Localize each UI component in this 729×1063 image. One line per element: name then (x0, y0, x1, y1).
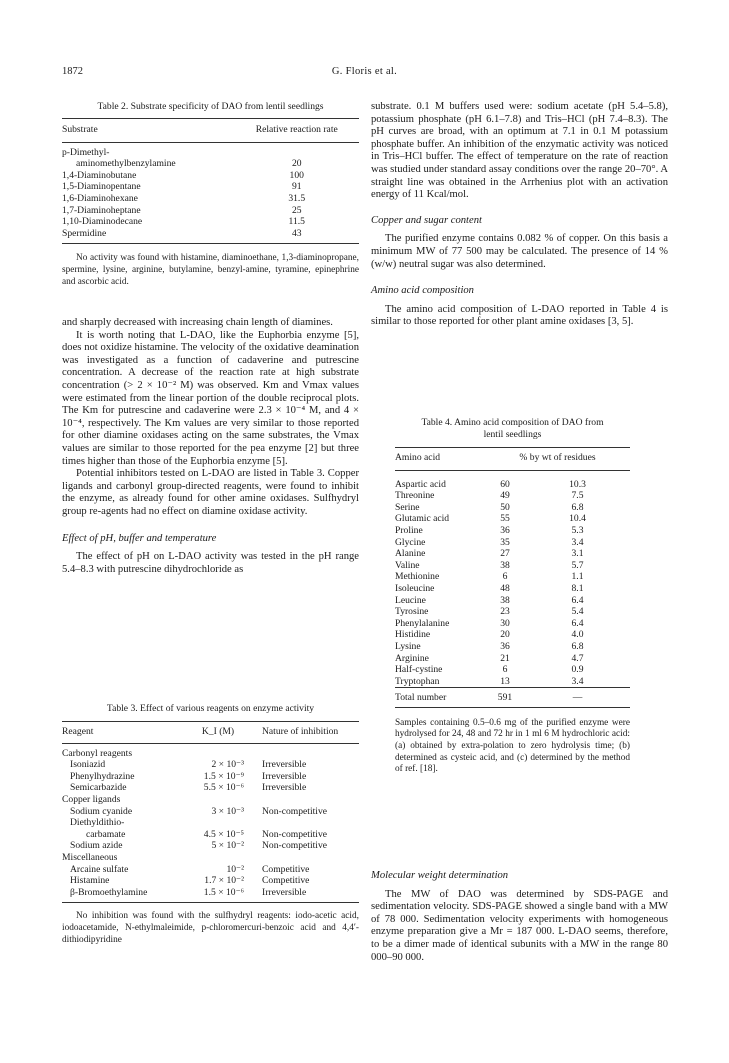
amino-acid-cell: Phenylalanine (395, 617, 450, 629)
substrate-cell: 1,7-Diaminoheptane (62, 204, 141, 216)
ki-cell: 1.7 × 10⁻² (204, 875, 244, 887)
table-row (395, 502, 630, 514)
table-row (395, 571, 630, 583)
table-4-caption-line2: lentil seedlings (483, 429, 542, 440)
rate-cell: 20 (291, 158, 302, 170)
nature-cell (254, 852, 359, 864)
reagent-cell: Isoniazid (70, 759, 106, 771)
paragraph: The MW of DAO was determined by SDS-PAGE and sedimentation velocity. SDS-PAGE showed a single band with a MW of 78 000. Sedimentation velocity experiments with homogeneous enzyme preparation give a Mr = 187 000. L-DAO seems, therefore, to be a dimer made of identical subunits with a MW in the range 80 000–90 000. (371, 888, 668, 963)
table-row (395, 560, 630, 572)
weight-cell: 6.8 (571, 501, 584, 513)
amino-acid-cell: Threonine (395, 490, 435, 502)
rate-cell: 43 (291, 227, 302, 239)
table-2 (62, 101, 359, 288)
weight-cell: 1.1 (571, 571, 584, 583)
reagent-cell: Miscellaneous (62, 851, 118, 863)
reagent-cell: Histamine (70, 875, 110, 887)
table-row (62, 852, 359, 864)
ki-cell: 1.5 × 10⁻⁹ (203, 770, 244, 782)
rate-cell (234, 142, 359, 158)
table-3-caption: Table 3. Effect of various reagents on enzyme activity (106, 703, 315, 714)
table-row (395, 664, 630, 676)
residue-count-cell: 60 (500, 478, 510, 490)
table-row (62, 205, 359, 217)
residue-count-cell: 20 (500, 629, 510, 641)
paragraph: The amino acid composition of L-DAO reported in Table 4 is similar to those reported for other plant amine oxidases [3, 5]. (371, 303, 668, 328)
reagent-cell: Arcaine sulfate (70, 863, 129, 875)
table-4-caption-line1: Table 4. Amino acid composition of DAO from (421, 417, 604, 428)
table-row (62, 817, 359, 829)
residue-count-cell: 49 (500, 490, 510, 502)
residue-count-cell: 50 (500, 501, 510, 513)
right-column-text-bottom (371, 870, 668, 964)
nature-cell: Competitive (262, 875, 310, 887)
amino-acid-cell: Serine (395, 501, 420, 513)
nature-cell (254, 743, 359, 759)
weight-cell: 6.8 (571, 640, 584, 652)
section-heading-ph: Effect of pH, buffer and temperature (62, 532, 217, 544)
weight-cell: 3.1 (571, 548, 584, 560)
table-row (62, 743, 359, 759)
table-row (62, 193, 359, 205)
ki-cell (182, 794, 254, 806)
reagent-cell: Phenylhydrazine (70, 770, 135, 782)
amino-acid-cell: Valine (395, 559, 420, 571)
residue-count-cell: 27 (500, 548, 510, 560)
page-number: 1872 (62, 66, 83, 77)
reagent-cell: β-Bromoethylamine (70, 886, 148, 898)
amino-acid-cell: Alanine (395, 548, 426, 560)
table-4-total-label: Total number (395, 692, 447, 704)
table-row (395, 676, 630, 688)
reagent-cell: Semicarbazide (70, 782, 127, 794)
residue-count-cell: 13 (500, 675, 510, 687)
paragraph: The effect of pH on L-DAO activity was tested in the pH range 5.4–8.3 with putrescine dihydrochloride as (62, 551, 359, 575)
amino-acid-cell: Tyrosine (395, 606, 429, 618)
paragraph: substrate. 0.1 M buffers used were: sodium acetate (pH 5.4–5.8), potassium phosphate (pH 6.1–7.8) and Tris–HCl (pH 7.4–8.3). The pH curves are broad, with an optimum at 7.1 in 0.1 M potassium phosphate buffer. An inhibition of the enzymatic activity was noticed in Tris–HCl buffer. The effect of temperature on the rate of reaction was studied under standard assay conditions over the range 20–70°. A straight line was obtained in the Arrhenius plot with an activation energy of 11 Kcal/mol. (371, 101, 668, 201)
nature-cell: Competitive (262, 863, 310, 875)
nature-cell (254, 794, 359, 806)
weight-cell: 3.4 (571, 536, 584, 548)
weight-cell: 5.4 (571, 606, 584, 618)
residue-count-cell: 6 (502, 664, 508, 676)
amino-acid-cell: Proline (395, 524, 423, 536)
table-row (395, 548, 630, 560)
table-row (62, 181, 359, 193)
residue-count-cell: 21 (500, 652, 510, 664)
table-row (395, 606, 630, 618)
reagent-cell: carbamate (86, 828, 126, 840)
table-row (395, 525, 630, 537)
amino-acid-cell: Histidine (395, 629, 431, 641)
substrate-cell: 1,4-Diaminobutane (62, 169, 137, 181)
weight-cell: 8.1 (571, 582, 584, 594)
residue-count-cell: 36 (500, 640, 510, 652)
ki-cell: 1.5 × 10⁻⁶ (203, 886, 244, 898)
table-4-total-dash: — (572, 692, 583, 704)
rate-cell: 25 (291, 204, 302, 216)
weight-cell: 3.4 (571, 675, 584, 687)
section-heading-amino: Amino acid composition (371, 285, 474, 297)
nature-cell: Irreversible (262, 886, 307, 898)
ki-cell (182, 743, 254, 759)
amino-acid-cell: Leucine (395, 594, 426, 606)
table-2-col-substrate: Substrate (62, 124, 98, 135)
paragraph: and sharply decreased with increasing chain length of diamines. (62, 317, 333, 328)
table-row (395, 653, 630, 665)
weight-cell: 10.3 (569, 478, 586, 490)
ki-cell: 5.5 × 10⁻⁶ (203, 782, 244, 794)
right-column-text-top (371, 101, 668, 329)
amino-acid-cell: Methionine (395, 571, 440, 583)
nature-cell: Irreversible (262, 782, 307, 794)
residue-count-cell: 38 (500, 559, 510, 571)
ki-cell: 2 × 10⁻³ (211, 759, 244, 771)
table-row (62, 228, 359, 240)
table-row (62, 216, 359, 228)
residue-count-cell: 36 (500, 524, 510, 536)
nature-cell: Non-competitive (262, 828, 328, 840)
substrate-cell: Spermidine (62, 227, 107, 239)
nature-cell: Non-competitive (262, 840, 328, 852)
table-row (395, 618, 630, 630)
table-3-col-reagent: Reagent (62, 726, 94, 737)
ki-cell (182, 852, 254, 864)
weight-cell: 5.7 (571, 559, 584, 571)
table-row (62, 806, 359, 818)
table-row (62, 782, 359, 794)
table-row (395, 583, 630, 595)
table-4-total-value: 591 (497, 692, 513, 704)
table-row (62, 142, 359, 158)
table-4-col-amino-acid: Amino acid (395, 452, 441, 463)
nature-cell: Non-competitive (262, 805, 328, 817)
rate-cell: 100 (289, 169, 304, 181)
ki-cell: 10⁻² (226, 863, 244, 875)
reagent-cell: Carbonyl reagents (62, 747, 133, 759)
amino-acid-cell: Aspartic acid (395, 478, 446, 490)
table-row (62, 829, 359, 841)
weight-cell: 5.3 (571, 524, 584, 536)
weight-cell: 6.4 (571, 617, 584, 629)
amino-acid-cell: Half-cystine (395, 664, 443, 676)
substrate-cell: p-Dimethyl- (62, 146, 110, 158)
substrate-cell: 1,10-Diaminodecane (62, 216, 143, 228)
residue-count-cell: 48 (500, 582, 510, 594)
table-4-footnote: Samples containing 0.5–0.6 mg of the purified enzyme were hydrolysed for 24, 48 and 72 hr in 1 ml 6 M hydrochloric acid: (a) obtained by extra-polation to zero hydrolysis time; (b) determined as cysteic acid, and (c) determined by the method of ref. [18]. (395, 717, 630, 775)
weight-cell: 6.4 (571, 594, 584, 606)
table-row (395, 595, 630, 607)
amino-acid-cell: Tryptophan (395, 675, 440, 687)
table-row (395, 629, 630, 641)
nature-cell: Irreversible (262, 770, 307, 782)
ki-cell: 4.5 × 10⁻⁵ (203, 828, 244, 840)
rate-cell: 11.5 (288, 216, 305, 228)
nature-cell (254, 817, 359, 829)
table-3-col-ki: K_I (M) (201, 726, 235, 737)
paragraph: Potential inhibitors tested on L-DAO are listed in Table 3. Copper ligands and carbonyl group-directed reagents, were found to inhibit the enzyme, as already found for other amine oxidases. Sulfhydryl group re-agents had no effect on diamine oxidase activity. (62, 468, 359, 517)
table-row (62, 794, 359, 806)
table-row (62, 875, 359, 887)
table-row (62, 158, 359, 170)
section-heading-mw: Molecular weight determination (371, 870, 509, 881)
ki-cell: 5 × 10⁻² (211, 840, 244, 852)
paragraph: It is worth noting that L-DAO, like the Euphorbia enzyme [5], does not oxidize histamine. The velocity of the oxidative deamination was investigated as a function of cadaverine and putrescine concentration. A decrease of the reaction rate at high substrate concentration (> 2 × 10⁻² M) was observed. Km and Vmax values were estimated from the linear portion of the double reciprocal plots. The Km for putrescine and cadaverine were 2.3 × 10⁻⁴ M, and 4 × 10⁻⁴, respectively. The Km values are very similar to those reported for other diamine oxidases acting on the same substrates, the Vmax values are similar to those reported for the pea enzyme [2] but three times higher than those of the Euphorbia enzyme [5]. (62, 329, 359, 467)
reagent-cell: Sodium azide (70, 840, 123, 852)
table-row (62, 840, 359, 852)
weight-cell: 0.9 (571, 664, 584, 676)
amino-acid-cell: Glycine (395, 536, 426, 548)
table-row (395, 537, 630, 549)
substrate-cell: 1,5-Diaminopentane (62, 181, 141, 193)
table-4-col-weight: % by wt of residues (519, 452, 596, 463)
ki-cell: 3 × 10⁻³ (211, 805, 244, 817)
table-row (395, 470, 630, 490)
nature-cell: Irreversible (262, 759, 307, 771)
table-3-col-nature: Nature of inhibition (262, 726, 339, 737)
table-row (62, 887, 359, 899)
running-title: G. Floris et al. (331, 66, 398, 77)
reagent-cell: Copper ligands (62, 793, 121, 805)
residue-count-cell: 38 (500, 594, 510, 606)
table-2-col-rate: Relative reaction rate (255, 124, 338, 135)
section-heading-copper: Copper and sugar content (371, 214, 482, 226)
weight-cell: 4.7 (571, 652, 584, 664)
residue-count-cell: 30 (500, 617, 510, 629)
table-3-footnote: No inhibition was found with the sulfhydryl reagents: iodo-acetic acid, iodoacetamide, N-ethylmaleimide, p-chloromercuri-benzoic acid and 4,4′-dithiodipyridine (62, 911, 359, 945)
table-row (62, 771, 359, 783)
substrate-cell: 1,6-Diaminohexane (62, 192, 138, 204)
weight-cell: 7.5 (571, 490, 584, 502)
rate-cell: 31.5 (288, 192, 306, 204)
table-row (395, 513, 630, 525)
amino-acid-cell: Isoleucine (395, 582, 435, 594)
residue-count-cell: 55 (500, 513, 510, 525)
residue-count-cell: 23 (500, 606, 510, 618)
paragraph: The purified enzyme contains 0.082 % of copper. On this basis a minimum MW of 77 500 may be calculated. The presence of 14 % (w/w) neutral sugar was also determined. (371, 233, 668, 270)
table-row (62, 170, 359, 182)
reagent-cell: Diethyldithio- (70, 817, 125, 829)
table-3 (62, 703, 359, 946)
amino-acid-cell: Arginine (395, 652, 429, 664)
table-row (395, 490, 630, 502)
table-2-footnote: No activity was found with histamine, diaminoethane, 1,3-diaminopropane, spermine, lysine, arginine, butylamine, benzyl-amine, tyramine, epinephrine and ascorbic acid. (62, 253, 359, 287)
weight-cell: 4.0 (571, 629, 584, 641)
reagent-cell: Sodium cyanide (70, 805, 133, 817)
table-row (395, 641, 630, 653)
table-2-caption: Table 2. Substrate specificity of DAO from lentil seedlings (97, 101, 324, 112)
table-row (62, 759, 359, 771)
amino-acid-cell: Lysine (395, 640, 421, 652)
rate-cell: 91 (291, 181, 302, 193)
left-column-text (62, 317, 359, 576)
table-4 (395, 417, 630, 776)
ki-cell (182, 817, 254, 829)
residue-count-cell: 35 (500, 536, 510, 548)
table-row (62, 864, 359, 876)
amino-acid-cell: Glutamic acid (395, 513, 450, 525)
residue-count-cell: 6 (502, 571, 508, 583)
weight-cell: 10.4 (569, 513, 586, 525)
substrate-cell: aminomethylbenzylamine (76, 158, 176, 170)
